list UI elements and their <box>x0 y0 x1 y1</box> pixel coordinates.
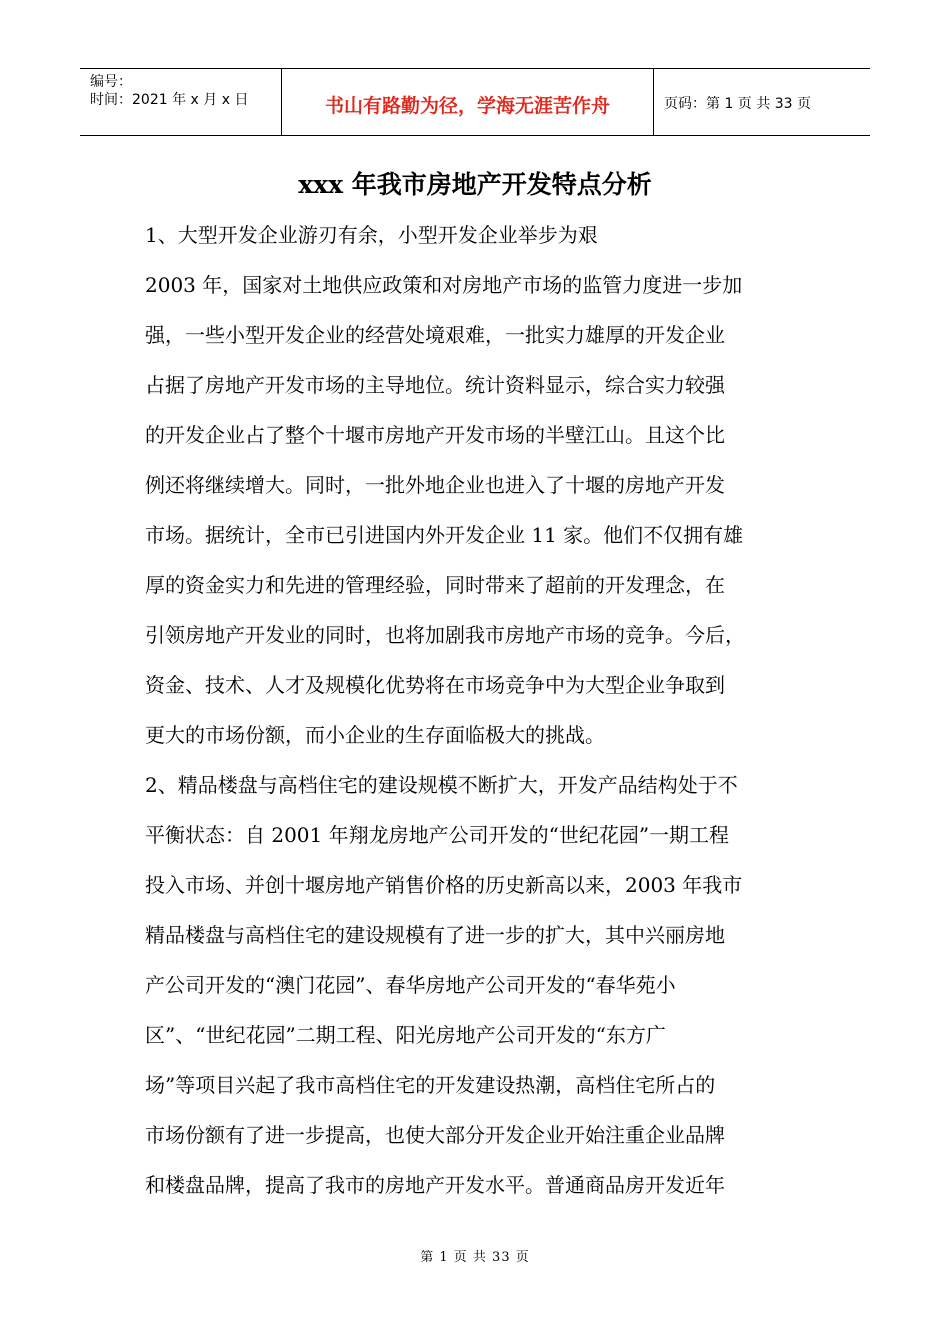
date-line: 时间：2021 年 x 月 x 日 <box>90 92 249 108</box>
body-line: 市场份额有了进一步提高，也使大部分开发企业开始注重企业品牌 <box>145 1123 725 1147</box>
body-line: 厚的资金实力和先进的管理经验，同时带来了超前的开发理念，在 <box>145 573 725 597</box>
body-line: 例还将继续增大。同时，一批外地企业也进入了十堰的房地产开发 <box>145 473 725 497</box>
body-line: 投入市场、并创十堰房地产销售价格的历史新高以来，2003 年我市 <box>145 873 743 897</box>
motto-text: 书山有路勤为径，学海无涯苦作舟 <box>324 94 610 117</box>
body-line: 场”等项目兴起了我市高档住宅的开发建设热潮，高档住宅所占的 <box>145 1073 716 1097</box>
body-line: 和楼盘品牌，提高了我市的房地产开发水平。普通商品房开发近年 <box>145 1173 725 1197</box>
body-line: 强，一些小型开发企业的经营处境艰难，一批实力雄厚的开发企业 <box>145 323 725 347</box>
body-line: 区”、“世纪花园”二期工程、阳光房地产公司开发的“东方广 <box>145 1023 666 1047</box>
body-line: 更大的市场份额，而小企业的生存面临极大的挑战。 <box>145 723 605 747</box>
body-line: 引领房地产开发业的同时，也将加剧我市房地产市场的竞争。今后， <box>145 623 745 647</box>
document-body <box>145 210 825 1210</box>
body-line: 资金、技术、人才及规模化优势将在市场竞争中为大型企业争取到 <box>145 673 725 697</box>
body-line: 市场。据统计，全市已引进国内外开发企业 11 家。他们不仅拥有雄 <box>145 523 744 547</box>
body-line: 2、精品楼盘与高档住宅的建设规模不断扩大，开发产品结构处于不 <box>145 773 738 797</box>
body-line: 的开发企业占了整个十堰市房地产开发市场的半壁江山。且这个比 <box>145 423 725 447</box>
body-line: 平衡状态：自 2001 年翔龙房地产公司开发的“世纪花园”一期工程 <box>145 823 730 847</box>
body-line: 产公司开发的“澳门花园”、春华房地产公司开发的“春华苑小 <box>145 973 676 997</box>
footer-page-number: 第 1 页 共 33 页 <box>420 1250 530 1265</box>
page-info: 页码：第 1 页 共 33 页 <box>664 96 811 112</box>
page-footer <box>0 1246 950 1265</box>
body-line: 2003 年，国家对土地供应政策和对房地产市场的监管力度进一步加 <box>145 273 743 297</box>
body-line: 占据了房地产开发市场的主导地位。统计资料显示，综合实力较强 <box>145 373 725 397</box>
body-line: 1、大型开发企业游刃有余，小型开发企业举步为艰 <box>145 223 598 247</box>
serial-number-label: 编号： <box>90 74 132 90</box>
header-table <box>80 68 870 136</box>
header-motto-cell <box>282 69 654 135</box>
body-line: 精品楼盘与高档住宅的建设规模有了进一步的扩大，其中兴丽房地 <box>145 923 725 947</box>
header-page-cell <box>654 69 870 135</box>
header-meta-cell <box>80 69 282 135</box>
document-title: xxx 年我市房地产开发特点分析 <box>298 170 652 199</box>
